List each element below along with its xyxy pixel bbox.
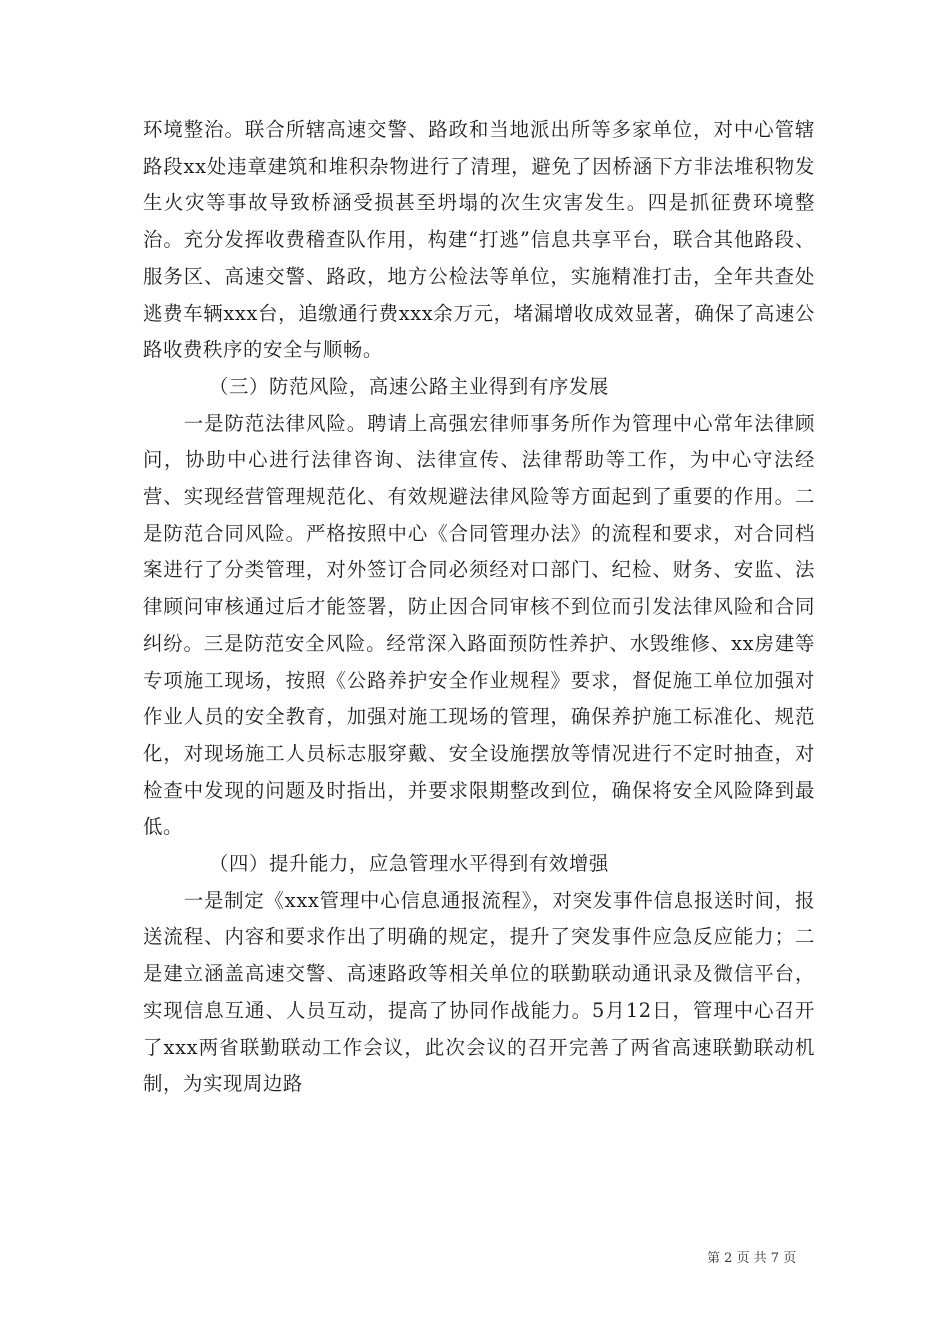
- page-number-footer: 第 2 页 共 7 页: [707, 1251, 797, 1266]
- paragraph-emergency-capability: 一是制定《xxx管理中心信息通报流程》，对突发事件信息报送时间，报送流程、内容和要求作出了明确的规定，提升了突发事件应急反应能力；二是建立涵盖高速交警、高速路政等相关单位的联勤联动通讯录及微信平台，实现信息互通、人员互动，提高了协同作战能力。5月12日，管理中心召开了xxx两省联勤联动工作会议，此次会议的召开完善了两省高速联勤联动机制，为实现周边路: [143, 888, 815, 1096]
- section-heading-risk-prevention: （三）防范风险，高速公路主业得到有序发展: [209, 374, 609, 398]
- document-body: [143, 112, 815, 1103]
- section-heading-emergency-capability: （四）提升能力，应急管理水平得到有效增强: [209, 852, 609, 876]
- paragraph-risk-prevention: 一是防范法律风险。聘请上高强宏律师事务所作为管理中心常年法律顾问，协助中心进行法律咨询、法律宣传、法律帮助等工作，为中心守法经营、实现经营管理规范化、有效规避法律风险等方面起到了重要的作用。二是防范合同风险。严格按照中心《合同管理办法》的流程和要求，对合同档案进行了分类管理，对外签订合同必须经对口部门、纪检、财务、安监、法律顾问审核通过后才能签署，防止因合同审核不到位而引发法律风险和合同纠纷。三是防范安全风险。经常深入路面预防性养护、水毁维修、xx房建等专项施工现场，按照《公路养护安全作业规程》要求，督促施工单位加强对作业人员的安全教育，加强对施工现场的管理，确保养护施工标准化、规范化，对现场施工人员标志服穿戴、安全设施摆放等情况进行不定时抽查，对检查中发现的问题及时指出，并要求限期整改到位，确保将安全风险降到最低。: [143, 411, 815, 839]
- paragraph-environment-governance: 环境整治。联合所辖高速交警、路政和当地派出所等多家单位，对中心管辖路段xx处违章建筑和堆积杂物进行了清理，避免了因桥涵下方非法堆积物发生火灾等事故导致桥涵受损甚至坍塌的次生灾害发生。四是抓征费环境整治。充分发挥收费稽查队作用，构建“打逃”信息共享平台，联合其他路段、服务区、高速交警、路政，地方公检法等单位，实施精准打击，全年共查处逃费车辆xxx台，追缴通行费xxx余万元，堵漏增收成效显著，确保了高速公路收费秩序的安全与顺畅。: [143, 118, 815, 362]
